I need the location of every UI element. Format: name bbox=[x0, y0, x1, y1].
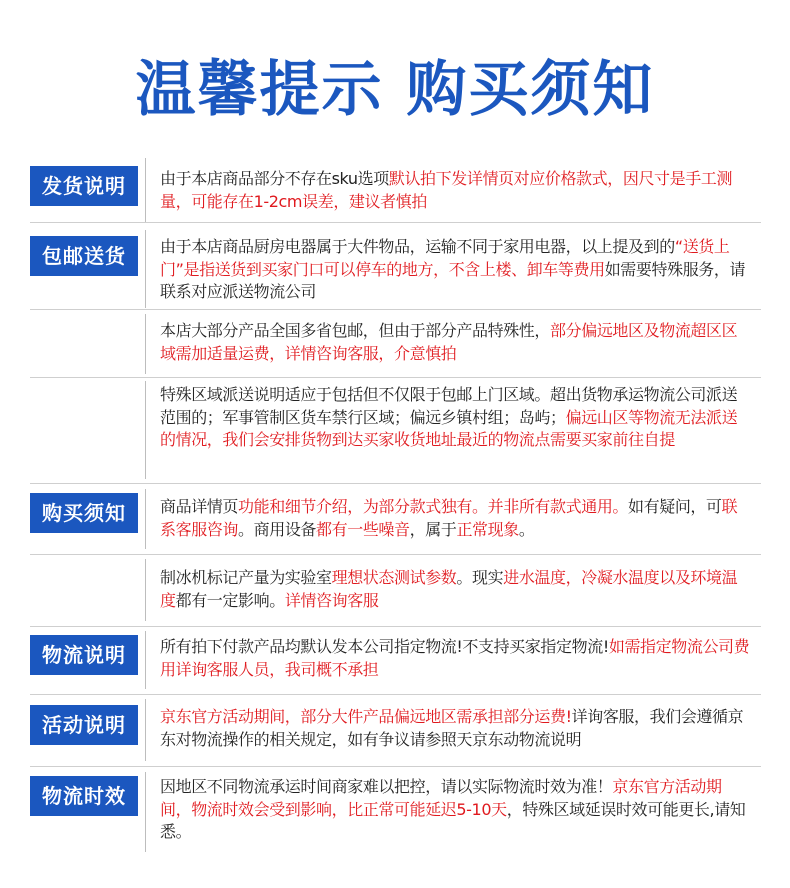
divider-vertical bbox=[145, 559, 146, 621]
divider-horizontal bbox=[30, 222, 761, 223]
text-segment-highlight: 如需指定物流公司费用详询客服人员，我司概不承担 bbox=[160, 637, 750, 679]
text-segment: ，特殊区域延误时效可能更长,请知悉。 bbox=[160, 799, 746, 841]
text-segment: ，属于 bbox=[409, 519, 457, 539]
delivery-time-tag: 物流时效 bbox=[30, 776, 138, 816]
divider-horizontal bbox=[30, 554, 761, 555]
logistics-info-text bbox=[160, 636, 750, 681]
divider-horizontal bbox=[30, 309, 761, 310]
purchase-notice-tag: 购买须知 bbox=[30, 493, 138, 533]
special-area-delivery-text bbox=[160, 384, 750, 452]
text-segment-highlight: 联系客服咨询 bbox=[160, 497, 738, 539]
purchase-notice-text bbox=[160, 496, 750, 541]
text-segment-highlight: 都有一些噪音 bbox=[316, 519, 410, 539]
page-title: 温馨提示 购买须知 bbox=[135, 55, 655, 125]
text-segment-highlight: 默认拍下发详情页对应价格款式，因尺寸是手工测量，可能存在1-2cm误差，建议者慎拍 bbox=[160, 169, 733, 211]
text-segment-highlight: 功能和细节介绍，为部分款式独有。并非所有款式通用。 bbox=[238, 497, 629, 516]
shipping-info-text bbox=[160, 168, 750, 213]
promotion-info-text bbox=[160, 706, 750, 751]
text-segment: 详询客服，我们会遵循京东对物流操作的相关规定，如有争议请参照天京东动物流说明 bbox=[160, 707, 744, 749]
divider-vertical bbox=[145, 314, 146, 374]
text-segment: 由于本店商品部分不存在sku选项 bbox=[160, 169, 389, 188]
text-segment-highlight: 京东官方活动期间，物流时效会受到影响，比正常可能延迟5-10天 bbox=[160, 777, 722, 819]
text-segment: 商品详情页 bbox=[160, 497, 239, 516]
text-segment: 。商用设备 bbox=[238, 519, 317, 539]
divider-horizontal bbox=[30, 694, 761, 695]
divider-horizontal bbox=[30, 766, 761, 767]
text-segment: 如有疑问，可 bbox=[628, 497, 722, 516]
text-segment-highlight: 进水温度，冷凝水温度以及环境温度 bbox=[160, 568, 738, 610]
text-segment: 因地区不同物流承运时间商家难以把控，请以实际物流时效为准！ bbox=[160, 777, 613, 796]
delivery-time-text bbox=[160, 776, 750, 844]
shipping-info-tag: 发货说明 bbox=[30, 166, 138, 206]
text-segment: 本店大部分产品全国多省包邮，但由于部分产品特殊性， bbox=[160, 321, 551, 340]
divider-vertical bbox=[145, 772, 146, 852]
free-delivery-tag: 包邮送货 bbox=[30, 236, 138, 276]
text-segment-highlight: 偏远山区等物流无法派送的情况，我们会安排货物到达买家收货地址最近的物流点需要买家前往自提 bbox=[160, 407, 738, 449]
divider-vertical bbox=[145, 158, 146, 222]
logistics-info-tag: 物流说明 bbox=[30, 635, 138, 675]
text-segment-highlight: “送货上门”是指送货到买家门口可以停车的地方，不含上楼、卸车等费用 bbox=[160, 237, 730, 279]
text-segment: 。 bbox=[518, 519, 535, 539]
text-segment: 制冰机标记产量为实验室 bbox=[160, 568, 332, 587]
text-segment-highlight: 理想状态测试参数 bbox=[331, 568, 457, 587]
divider-vertical bbox=[145, 631, 146, 689]
promotion-info-tag: 活动说明 bbox=[30, 705, 138, 745]
text-segment: 。现实 bbox=[456, 568, 504, 587]
text-segment: 都有一定影响。 bbox=[175, 590, 285, 610]
divider-vertical bbox=[145, 230, 146, 308]
text-segment-highlight: 京东官方活动期间，部分大件产品偏远地区需承担部分运费! bbox=[160, 707, 572, 726]
divider-horizontal bbox=[30, 377, 761, 378]
text-segment: 特殊区域派送说明适应于包括但不仅限于包邮上门区域。超出货物承运物流公司派送范围的；军事管制区货车禁行区域；偏远乡镇村组；岛屿； bbox=[160, 385, 738, 427]
text-segment: 由于本店商品厨房电器属于大件物品，运输不同于家用电器，以上提及到的 bbox=[160, 237, 675, 256]
divider-horizontal bbox=[30, 483, 761, 484]
free-shipping-note-text bbox=[160, 320, 750, 365]
text-segment-highlight: 正常现象 bbox=[456, 519, 519, 539]
divider-vertical bbox=[145, 699, 146, 761]
ice-machine-note-text bbox=[160, 567, 750, 612]
text-segment-highlight: 部分偏远地区及物流超区区域需加适量运费，详情咨询客服，介意慎拍 bbox=[160, 321, 738, 363]
divider-vertical bbox=[145, 489, 146, 549]
divider-vertical bbox=[145, 381, 146, 479]
free-delivery-text bbox=[160, 236, 750, 304]
text-segment: 所有拍下付款产品均默认发本公司指定物流!不支持买家指定物流! bbox=[160, 637, 609, 656]
text-segment-highlight: 详情咨询客服 bbox=[284, 590, 379, 610]
divider-horizontal bbox=[30, 626, 761, 627]
text-segment: 如需要特殊服务，请联系对应派送物流公司 bbox=[160, 259, 746, 301]
